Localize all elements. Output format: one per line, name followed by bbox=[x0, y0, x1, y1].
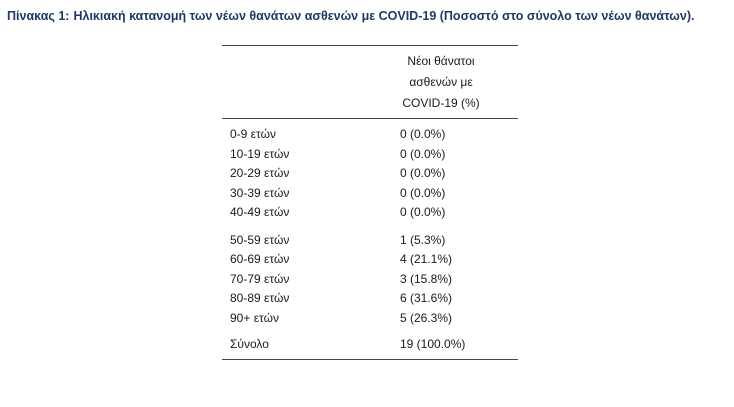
age-group-cell: 0-9 ετών bbox=[230, 127, 276, 141]
age-group-cell: 70-79 ετών bbox=[230, 271, 290, 286]
table-row bbox=[222, 184, 518, 204]
table-row bbox=[222, 125, 518, 145]
age-group-cell: 50-59 ετών bbox=[230, 232, 290, 247]
total-value: 19 (100.0%) bbox=[400, 337, 466, 351]
table-row bbox=[222, 231, 518, 251]
age-group-cell: 10-19 ετών bbox=[230, 146, 290, 161]
caption-label: Πίνακας 1: bbox=[7, 9, 70, 23]
deaths-cell: 0 (0.0%) bbox=[400, 127, 446, 141]
table-row bbox=[222, 203, 518, 223]
header-line: COVID-19 (%) bbox=[402, 96, 480, 110]
table-bottom-rule bbox=[222, 359, 518, 360]
deaths-cell: 6 (31.6%) bbox=[400, 291, 453, 305]
table-row bbox=[222, 289, 518, 309]
table-caption bbox=[7, 9, 694, 23]
deaths-cell: 1 (5.3%) bbox=[400, 232, 446, 247]
caption-title: Ηλικιακή κατανομή των νέων θανάτων ασθενών με COVID-19 (Ποσοστό στο σύνολο των νέων θανάτων). bbox=[73, 9, 695, 23]
age-group-cell: 80-89 ετών bbox=[230, 291, 290, 305]
age-group-cell: 40-49 ετών bbox=[230, 205, 290, 219]
deaths-cell: 4 (21.1%) bbox=[400, 252, 453, 266]
deaths-cell: 0 (0.0%) bbox=[400, 205, 446, 219]
deaths-cell: 0 (0.0%) bbox=[400, 185, 446, 200]
deaths-cell: 3 (15.8%) bbox=[400, 271, 453, 286]
table-row bbox=[222, 164, 518, 184]
deaths-age-table bbox=[222, 45, 518, 360]
table-header bbox=[222, 46, 518, 112]
table-row bbox=[222, 250, 518, 270]
table-total-row bbox=[222, 335, 518, 355]
age-group-cell: 90+ ετών bbox=[230, 310, 279, 325]
age-group-cell: 30-39 ετών bbox=[230, 185, 290, 200]
header-line: ασθενών με bbox=[409, 75, 473, 89]
age-group-cell: 20-29 ετών bbox=[230, 166, 290, 180]
total-label: Σύνολο bbox=[230, 337, 269, 351]
column-header-deaths bbox=[386, 51, 496, 114]
deaths-cell: 0 (0.0%) bbox=[400, 166, 446, 180]
age-group-cell: 60-69 ετών bbox=[230, 252, 290, 266]
header-line: Νέοι θάνατοι bbox=[407, 54, 475, 68]
deaths-cell: 5 (26.3%) bbox=[400, 310, 453, 325]
deaths-cell: 0 (0.0%) bbox=[400, 146, 446, 161]
table-row bbox=[222, 145, 518, 165]
table-row bbox=[222, 309, 518, 329]
table-row bbox=[222, 270, 518, 290]
